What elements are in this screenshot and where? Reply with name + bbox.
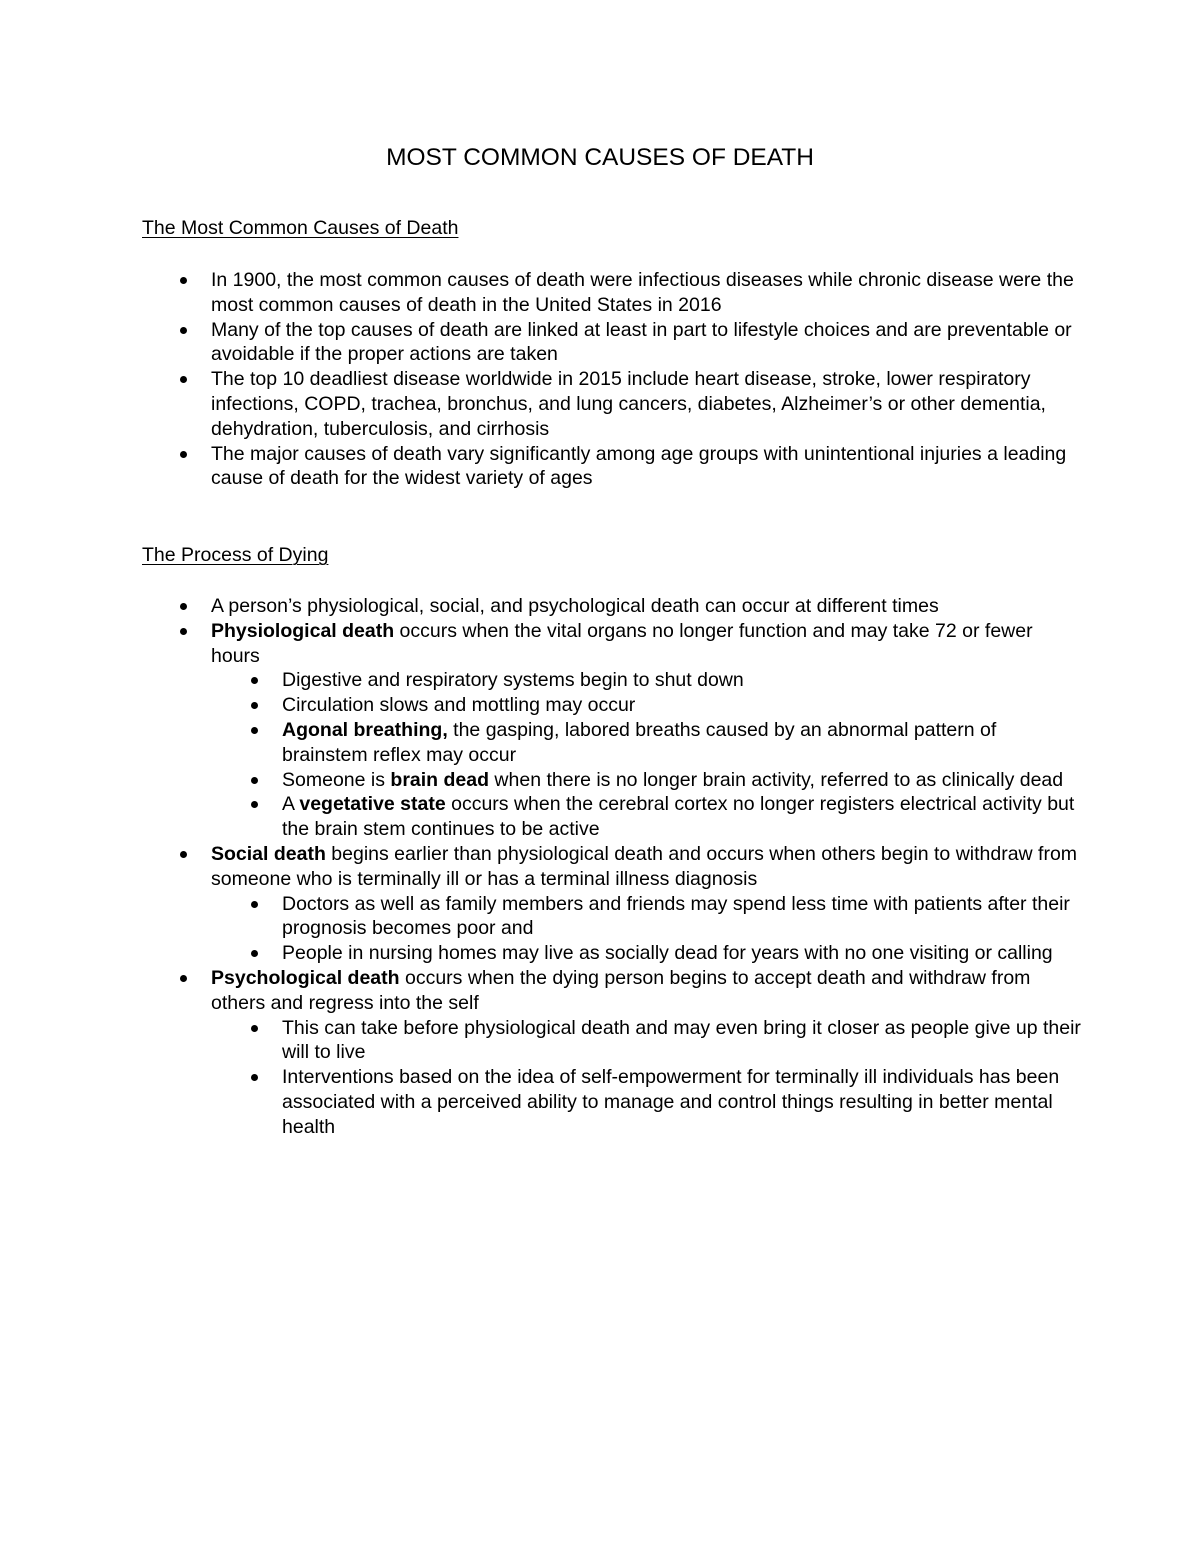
term-social-death: Social death: [211, 842, 326, 865]
list-item-text: begins earlier than physiological death and occurs when others begin to withdraw from someone who is terminally ill or has a terminal illness diagnosis: [211, 842, 1078, 890]
social-subitems: [211, 892, 1082, 966]
bullet-icon: [180, 603, 187, 610]
bullet-icon: [251, 801, 258, 808]
bullet-icon: [251, 727, 258, 734]
bullet-icon: [251, 1074, 258, 1081]
sub-item-prefix: Someone is: [282, 768, 391, 791]
sub-list-item: [211, 768, 1082, 793]
list-item: [142, 318, 1082, 368]
sub-item-text: Interventions based on the idea of self-empowerment for terminally ill individuals has been associated with a perceived ability to manage and control things resulting in better mental health: [282, 1066, 1060, 1138]
list-item-text: occurs when the vital organs no longer function and may take 72 or fewer hours: [211, 619, 1033, 667]
bullet-icon: [251, 1025, 258, 1032]
sub-item-text: Doctors as well as family members and friends may spend less time with patients after their prognosis becomes poor and: [282, 892, 1070, 940]
bullet-icon: [251, 702, 258, 709]
bullet-icon: [180, 628, 187, 635]
sub-list-item: [211, 792, 1082, 842]
bullet-icon: [251, 677, 258, 684]
list-item-social-death: [142, 842, 1082, 966]
sub-list-item: [211, 718, 1082, 768]
list-item-psychological-death: [142, 966, 1082, 1140]
list-item: [142, 268, 1082, 318]
sub-list-item: [211, 693, 1082, 718]
list-item-text: In 1900, the most common causes of death were infectious diseases while chronic disease were the most common causes of death in the United States in 2016: [211, 269, 1074, 316]
list-item-text: A person’s physiological, social, and psychological death can occur at different times: [211, 595, 939, 617]
sub-list-item: [211, 1016, 1082, 1066]
causes-list: [142, 268, 1082, 491]
sub-list-item: [211, 668, 1082, 693]
sub-item-text: when there is no longer brain activity, referred to as clinically dead: [489, 768, 1064, 791]
sub-list-item: [211, 1065, 1082, 1139]
physiological-subitems: [211, 668, 1082, 842]
term-brain-dead: brain dead: [390, 768, 490, 791]
dying-list: [142, 594, 1082, 1140]
list-item-text: occurs when the dying person begins to accept death and withdraw from others and regress into the self: [211, 966, 1031, 1014]
term-physiological-death: Physiological death: [211, 619, 395, 642]
list-item-physiological-death: [142, 619, 1082, 842]
sub-item-text: the gasping, labored breaths caused by an abnormal pattern of brainstem reflex may occur: [282, 718, 997, 766]
list-item: [142, 367, 1082, 441]
bullet-icon: [180, 975, 187, 982]
bullet-icon: [251, 777, 258, 784]
term-agonal-breathing: Agonal breathing,: [282, 718, 448, 741]
bullet-icon: [180, 327, 187, 334]
bullet-icon: [180, 277, 187, 284]
document-title: MOST COMMON CAUSES OF DEATH: [386, 144, 814, 171]
list-item: [142, 594, 1082, 619]
sub-item-text: occurs when the cerebral cortex no longer registers electrical activity but the brain stem continues to be active: [282, 793, 1075, 841]
list-item-text: The top 10 deadliest disease worldwide in 2015 include heart disease, stroke, lower respiratory infections, COPD, trachea, bronchus, and lung cancers, diabetes, Alzheimer’s or other dementia, dehydration, tuberculosis, and cirrhosis: [211, 368, 1046, 440]
psychological-subitems: [211, 1016, 1082, 1140]
list-item-text: Many of the top causes of death are linked at least in part to lifestyle choices and are preventable or avoidable if the proper actions are taken: [211, 318, 1072, 366]
sub-item-prefix: A: [282, 793, 300, 816]
sub-list-item: [211, 941, 1082, 966]
sub-item-text: People in nursing homes may live as socially dead for years with no one visiting or calling: [282, 942, 1053, 965]
bullet-icon: [180, 451, 187, 458]
sub-item-text: This can take before physiological death and may even bring it closer as people give up their will to live: [282, 1016, 1081, 1064]
list-item-text: The major causes of death vary significantly among age groups with unintentional injuries a leading cause of death for the widest variety of ages: [211, 442, 1067, 490]
term-vegetative-state: vegetative state: [299, 793, 446, 816]
sub-item-text: Circulation slows and mottling may occur: [282, 694, 636, 717]
bullet-icon: [180, 851, 187, 858]
section-heading-dying: The Process of Dying: [142, 544, 329, 566]
sub-list-item: [211, 892, 1082, 942]
bullet-icon: [180, 376, 187, 383]
bullet-icon: [251, 901, 258, 908]
term-psychological-death: Psychological death: [211, 966, 400, 989]
bullet-icon: [251, 950, 258, 957]
list-item: [142, 442, 1082, 492]
sub-item-text: Digestive and respiratory systems begin to shut down: [282, 669, 744, 692]
section-heading-causes: The Most Common Causes of Death: [142, 217, 459, 239]
